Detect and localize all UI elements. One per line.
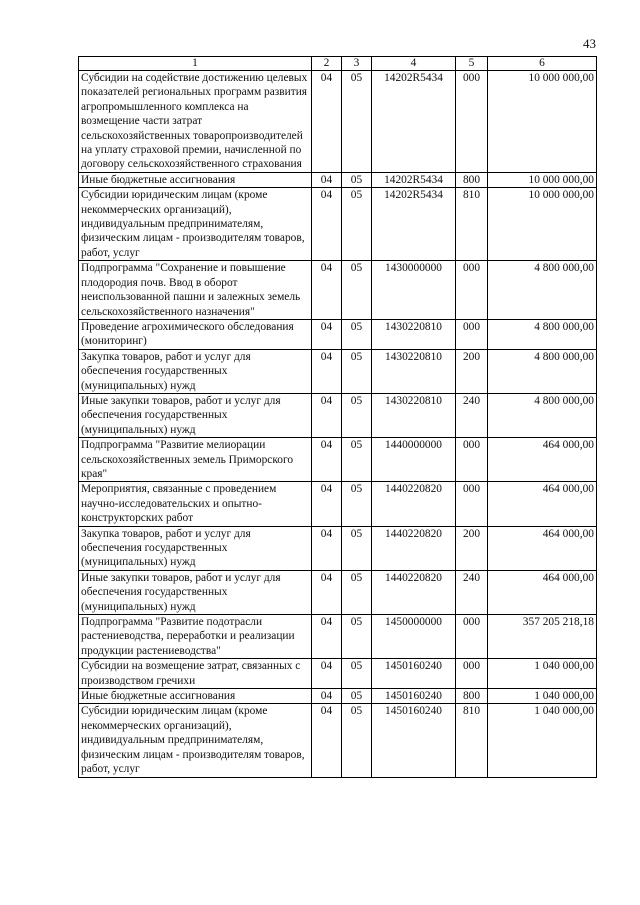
row-name-cell: Субсидии на содействие достижению целевых показателей региональных программ развития агропромышленного комплекса на возмещение части затрат сельскохозяйственных товаропроизводителей на уплату страховой премии, начисленной по договору сельскохозяйственного страхования [79, 71, 312, 173]
table-row [79, 482, 597, 526]
row-name-cell: Иные закупки товаров, работ и услуг для обеспечения государственных (муниципальных) нужд [79, 393, 312, 437]
row-subsection-cell: 05 [342, 261, 372, 320]
row-name-cell: Субсидии юридическим лицам (кроме некоммерческих организаций), индивидуальным предпринимателям, физическим лицам - производителям товаров, работ, услуг [79, 704, 312, 777]
row-name-cell: Подпрограмма "Развитие подотрасли растениеводства, переработки и реализации продукции растениеводства" [79, 615, 312, 659]
row-expense-type-cell: 240 [456, 393, 488, 437]
row-amount-cell: 4 800 000,00 [488, 349, 597, 393]
row-subsection-cell: 05 [342, 71, 372, 173]
header-cell-6: 6 [488, 57, 597, 71]
row-target-article-cell: 14202R5434 [372, 172, 456, 187]
row-target-article-cell: 14202R5434 [372, 188, 456, 261]
row-name-cell: Иные бюджетные ассигнования [79, 689, 312, 704]
row-expense-type-cell: 200 [456, 526, 488, 570]
header-cell-2: 2 [312, 57, 342, 71]
header-cell-1: 1 [79, 57, 312, 71]
row-target-article-cell: 1430220810 [372, 349, 456, 393]
row-expense-type-cell: 800 [456, 172, 488, 187]
row-amount-cell: 10 000 000,00 [488, 172, 597, 187]
row-target-article-cell: 1450160240 [372, 659, 456, 689]
row-section-cell: 04 [312, 689, 342, 704]
row-subsection-cell: 05 [342, 319, 372, 349]
row-name-cell: Подпрограмма "Развитие мелиорации сельскохозяйственных земель Приморского края" [79, 438, 312, 482]
row-name-cell: Субсидии на возмещение затрат, связанных с производством гречихи [79, 659, 312, 689]
row-subsection-cell: 05 [342, 482, 372, 526]
row-section-cell: 04 [312, 570, 342, 614]
table-row [79, 319, 597, 349]
row-target-article-cell: 1450160240 [372, 704, 456, 777]
table-row [79, 349, 597, 393]
table-row [79, 261, 597, 320]
header-cell-5: 5 [456, 57, 488, 71]
row-name-cell: Проведение агрохимического обследования (мониторинг) [79, 319, 312, 349]
row-subsection-cell: 05 [342, 526, 372, 570]
row-amount-cell: 464 000,00 [488, 526, 597, 570]
row-amount-cell: 4 800 000,00 [488, 319, 597, 349]
row-section-cell: 04 [312, 615, 342, 659]
row-name-cell: Подпрограмма "Сохранение и повышение плодородия почв. Ввод в оборот неиспользованной пашни и залежных земель сельскохозяйственного назначения" [79, 261, 312, 320]
row-amount-cell: 464 000,00 [488, 570, 597, 614]
row-section-cell: 04 [312, 393, 342, 437]
table-row [79, 438, 597, 482]
row-section-cell: 04 [312, 659, 342, 689]
row-section-cell: 04 [312, 704, 342, 777]
row-expense-type-cell: 810 [456, 188, 488, 261]
row-section-cell: 04 [312, 71, 342, 173]
header-cell-4: 4 [372, 57, 456, 71]
row-expense-type-cell: 000 [456, 482, 488, 526]
row-expense-type-cell: 800 [456, 689, 488, 704]
row-expense-type-cell: 000 [456, 438, 488, 482]
row-expense-type-cell: 000 [456, 659, 488, 689]
row-name-cell: Иные закупки товаров, работ и услуг для обеспечения государственных (муниципальных) нужд [79, 570, 312, 614]
row-target-article-cell: 1430220810 [372, 319, 456, 349]
row-subsection-cell: 05 [342, 188, 372, 261]
row-expense-type-cell: 000 [456, 615, 488, 659]
row-subsection-cell: 05 [342, 172, 372, 187]
row-section-cell: 04 [312, 172, 342, 187]
row-amount-cell: 464 000,00 [488, 438, 597, 482]
table-row [79, 188, 597, 261]
row-amount-cell: 1 040 000,00 [488, 689, 597, 704]
table-row [79, 172, 597, 187]
row-amount-cell: 4 800 000,00 [488, 393, 597, 437]
row-subsection-cell: 05 [342, 393, 372, 437]
row-name-cell: Закупка товаров, работ и услуг для обеспечения государственных (муниципальных) нужд [79, 526, 312, 570]
row-subsection-cell: 05 [342, 570, 372, 614]
row-amount-cell: 10 000 000,00 [488, 71, 597, 173]
table-row [79, 526, 597, 570]
table-row [79, 71, 597, 173]
row-expense-type-cell: 000 [456, 71, 488, 173]
table-row [79, 659, 597, 689]
page-number: 43 [583, 36, 596, 51]
row-section-cell: 04 [312, 438, 342, 482]
row-expense-type-cell: 200 [456, 349, 488, 393]
row-section-cell: 04 [312, 188, 342, 261]
header-cell-3: 3 [342, 57, 372, 71]
row-amount-cell: 10 000 000,00 [488, 188, 597, 261]
row-expense-type-cell: 000 [456, 261, 488, 320]
table-row [79, 615, 597, 659]
row-section-cell: 04 [312, 526, 342, 570]
row-target-article-cell: 14202R5434 [372, 71, 456, 173]
row-expense-type-cell: 000 [456, 319, 488, 349]
header-row [79, 57, 597, 71]
row-amount-cell: 4 800 000,00 [488, 261, 597, 320]
row-subsection-cell: 05 [342, 349, 372, 393]
row-subsection-cell: 05 [342, 689, 372, 704]
row-target-article-cell: 1450160240 [372, 689, 456, 704]
row-amount-cell: 1 040 000,00 [488, 659, 597, 689]
row-target-article-cell: 1440220820 [372, 526, 456, 570]
row-expense-type-cell: 810 [456, 704, 488, 777]
row-subsection-cell: 05 [342, 704, 372, 777]
row-target-article-cell: 1440000000 [372, 438, 456, 482]
row-name-cell: Иные бюджетные ассигнования [79, 172, 312, 187]
row-name-cell: Субсидии юридическим лицам (кроме некоммерческих организаций), индивидуальным предпринимателям, физическим лицам - производителям товаров, работ, услуг [79, 188, 312, 261]
budget-table [78, 56, 597, 778]
table-row [79, 704, 597, 777]
row-expense-type-cell: 240 [456, 570, 488, 614]
row-amount-cell: 464 000,00 [488, 482, 597, 526]
table-row [79, 570, 597, 614]
row-target-article-cell: 1430220810 [372, 393, 456, 437]
row-section-cell: 04 [312, 349, 342, 393]
row-subsection-cell: 05 [342, 438, 372, 482]
row-section-cell: 04 [312, 482, 342, 526]
row-amount-cell: 1 040 000,00 [488, 704, 597, 777]
row-target-article-cell: 1450000000 [372, 615, 456, 659]
row-target-article-cell: 1440220820 [372, 482, 456, 526]
table-row [79, 689, 597, 704]
table-row [79, 393, 597, 437]
row-subsection-cell: 05 [342, 615, 372, 659]
row-target-article-cell: 1430000000 [372, 261, 456, 320]
row-target-article-cell: 1440220820 [372, 570, 456, 614]
row-section-cell: 04 [312, 319, 342, 349]
row-amount-cell: 357 205 218,18 [488, 615, 597, 659]
row-section-cell: 04 [312, 261, 342, 320]
row-name-cell: Мероприятия, связанные с проведением научно-исследовательских и опытно-конструкторских работ [79, 482, 312, 526]
row-name-cell: Закупка товаров, работ и услуг для обеспечения государственных (муниципальных) нужд [79, 349, 312, 393]
row-subsection-cell: 05 [342, 659, 372, 689]
